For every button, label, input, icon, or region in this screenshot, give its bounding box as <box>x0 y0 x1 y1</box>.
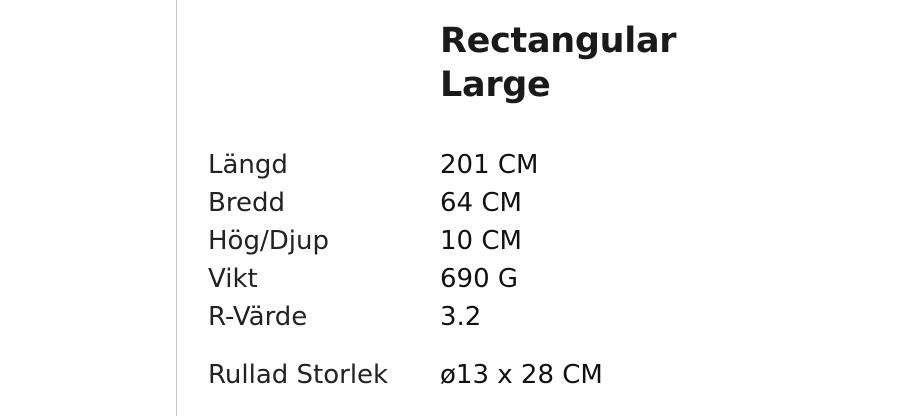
spec-value-langd: 201 CM <box>440 149 539 180</box>
vertical-divider <box>176 0 177 416</box>
spec-value-hog-djup: 10 CM <box>440 225 522 256</box>
table-row <box>208 222 603 260</box>
spec-label-langd: Längd <box>208 149 288 180</box>
table-row <box>208 146 603 184</box>
spacer-cell-right <box>440 336 603 356</box>
table-row-spacer <box>208 336 603 356</box>
specifications-table <box>208 146 603 394</box>
table-row <box>208 260 603 298</box>
spec-value-vikt: 690 G <box>440 263 519 294</box>
spec-label-bredd: Bredd <box>208 187 285 218</box>
product-title-line-2: Large <box>440 64 551 105</box>
spec-value-rullad-storlek: ø13 x 28 CM <box>440 359 603 390</box>
table-row <box>208 298 603 336</box>
spec-label-r-varde: R-Värde <box>208 301 308 332</box>
spec-label-hog-djup: Hög/Djup <box>208 225 329 256</box>
table-row <box>208 184 603 222</box>
spec-label-vikt: Vikt <box>208 263 258 294</box>
table-row <box>208 356 603 394</box>
product-spec-block <box>208 20 848 394</box>
spacer-cell-left <box>208 336 440 356</box>
product-title-line-1: Rectangular <box>440 21 677 61</box>
spec-value-bredd: 64 CM <box>440 187 522 218</box>
product-title <box>440 20 770 108</box>
spec-label-rullad-storlek: Rullad Storlek <box>208 359 389 390</box>
spec-value-r-varde: 3.2 <box>440 301 482 332</box>
